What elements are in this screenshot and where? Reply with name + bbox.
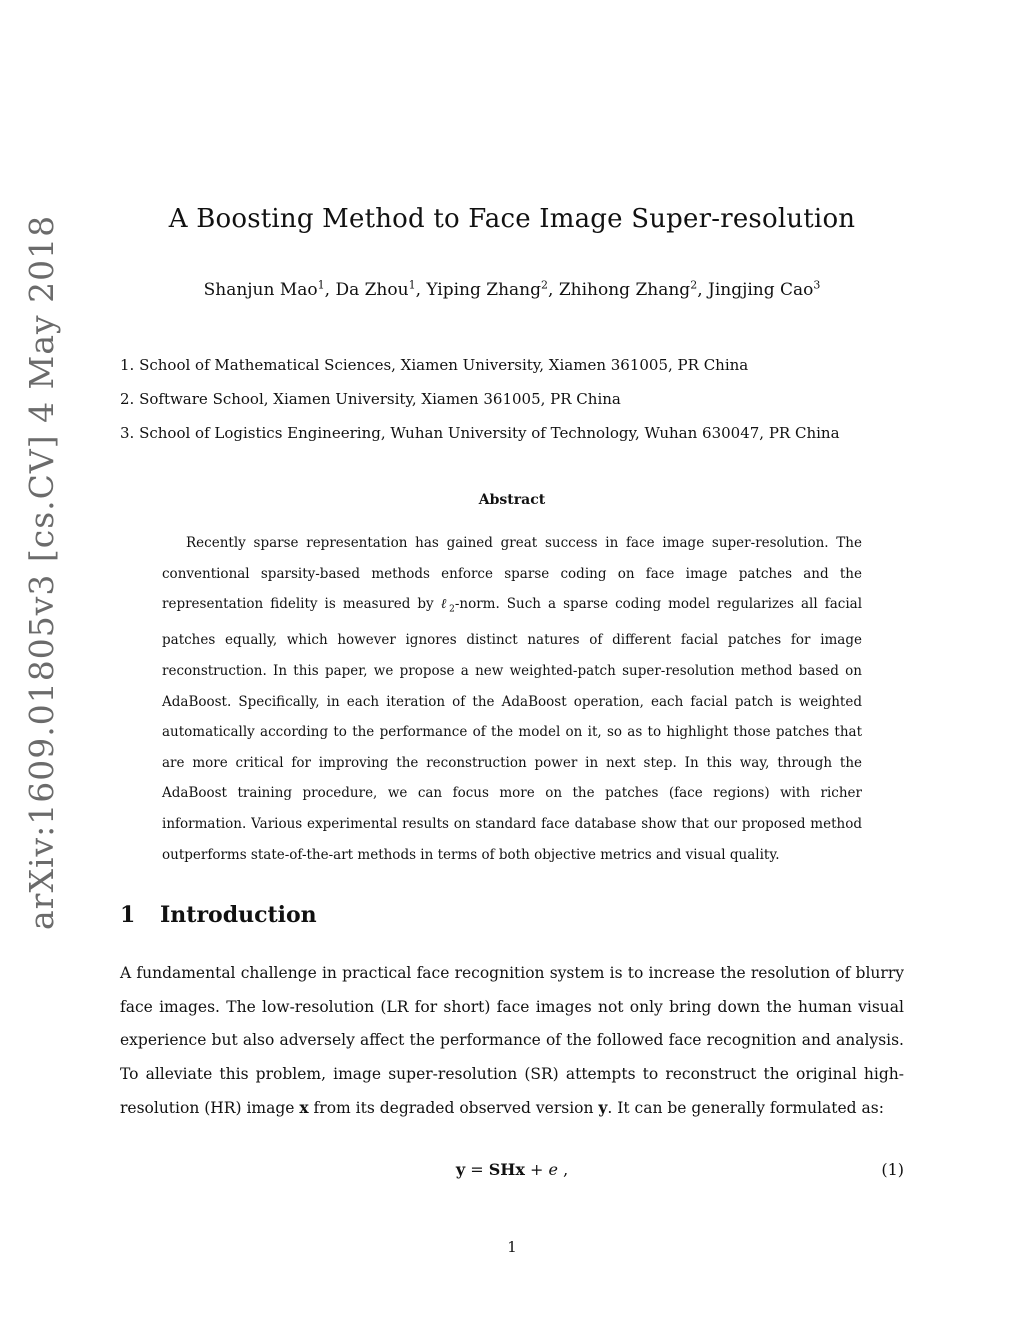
author-affiliation-mark: 2 xyxy=(690,278,698,292)
equation-body xyxy=(120,1160,904,1179)
equation xyxy=(120,1160,904,1184)
author-name: Yiping Zhang xyxy=(426,280,542,300)
math-symbol: SHx xyxy=(488,1160,525,1179)
intro-text: A fundamental challenge in practical face recognition system is to increase the resolution of blurry face images. The low-resolution (LR for short) face images not only bring down the human visual experience but also adversely affect the performance of the followed face recognition and analysis. To alleviate this problem, image super-resolution (SR) attempts to reconstruct the original high-resolution (HR) image xyxy=(120,964,904,1117)
intro-paragraph xyxy=(120,957,904,1126)
abstract-heading: Abstract xyxy=(478,492,546,508)
page-number: 1 xyxy=(507,1238,517,1256)
abstract-body xyxy=(162,528,862,870)
math-operator: + xyxy=(524,1160,549,1179)
author-affiliation-mark: 3 xyxy=(813,278,821,292)
abstract-text: -norm. Such a sparse coding model regularizes all facial patches equally, which however ignores distinct natures of different facial patches for image reconstruction. In this paper, we propose a new weighted-patch super-resolution method based on AdaBoost. Specifically, in each iteration of the AdaBoost operation, each facial patch is weighted automatically according to the performance of the model on it, so as to highlight those patches that are more critical for improving the reconstruction power in next step. In this way, through the AdaBoost training procedure, we can focus more on the patches (face regions) with richer information. Various experimental results on standard face database show that our proposed method outperforms state-of-the-art methods in terms of both objective metrics and visual quality. xyxy=(162,596,863,863)
arxiv-identifier: arXiv:1609.01805v3 [cs.CV] 4 May 2018 xyxy=(22,214,61,930)
affiliation-item: 3. School of Logistics Engineering, Wuhan University of Technology, Wuhan 630047, PR China xyxy=(120,424,840,442)
author-affiliation-mark: 1 xyxy=(317,278,325,292)
abstract-text: Recently sparse representation has gained great success in face image super-resolution. The conventional sparsity-based methods enforce sparse coding on face image patches and the representation fidelity is measured by xyxy=(162,535,862,613)
math-punctuation: , xyxy=(557,1160,569,1179)
math-operator: = xyxy=(465,1160,489,1179)
ell-symbol: ℓ xyxy=(440,596,450,613)
author-name: Jingjing Cao xyxy=(708,280,814,300)
paper-title: A Boosting Method to Face Image Super-resolution xyxy=(168,204,856,234)
author-name: Da Zhou xyxy=(335,280,409,300)
section-number: 1 xyxy=(120,902,136,928)
affiliation-item: 1. School of Mathematical Sciences, Xiamen University, Xiamen 361005, PR China xyxy=(120,356,749,374)
math-symbol: e xyxy=(548,1160,558,1179)
section-title: Introduction xyxy=(160,902,317,928)
author-list: Shanjun Mao$^1$, Da Zhou$^1$, Yiping Zhang$^2$, Zhihong Zhang$^2$, Jingjing Cao$^3$ xyxy=(203,278,821,300)
math-symbol: x xyxy=(299,1098,309,1117)
intro-text: from its degraded observed version xyxy=(308,1099,599,1117)
section-heading xyxy=(120,902,317,928)
author-name: Zhihong Zhang xyxy=(558,280,691,300)
affiliation-item: 2. Software School, Xiamen University, Xiamen 361005, PR China xyxy=(120,390,621,408)
intro-text: . It can be generally formulated as: xyxy=(607,1099,884,1117)
ell-subscript: 2 xyxy=(449,604,455,615)
author-affiliation-mark: 1 xyxy=(408,278,416,292)
math-symbol: y xyxy=(455,1160,466,1179)
affiliation-list xyxy=(120,354,920,456)
equation-number: (1) xyxy=(881,1160,904,1179)
author-name: Shanjun Mao xyxy=(203,280,318,300)
math-symbol: y xyxy=(598,1098,608,1117)
author-affiliation-mark: 2 xyxy=(541,278,549,292)
